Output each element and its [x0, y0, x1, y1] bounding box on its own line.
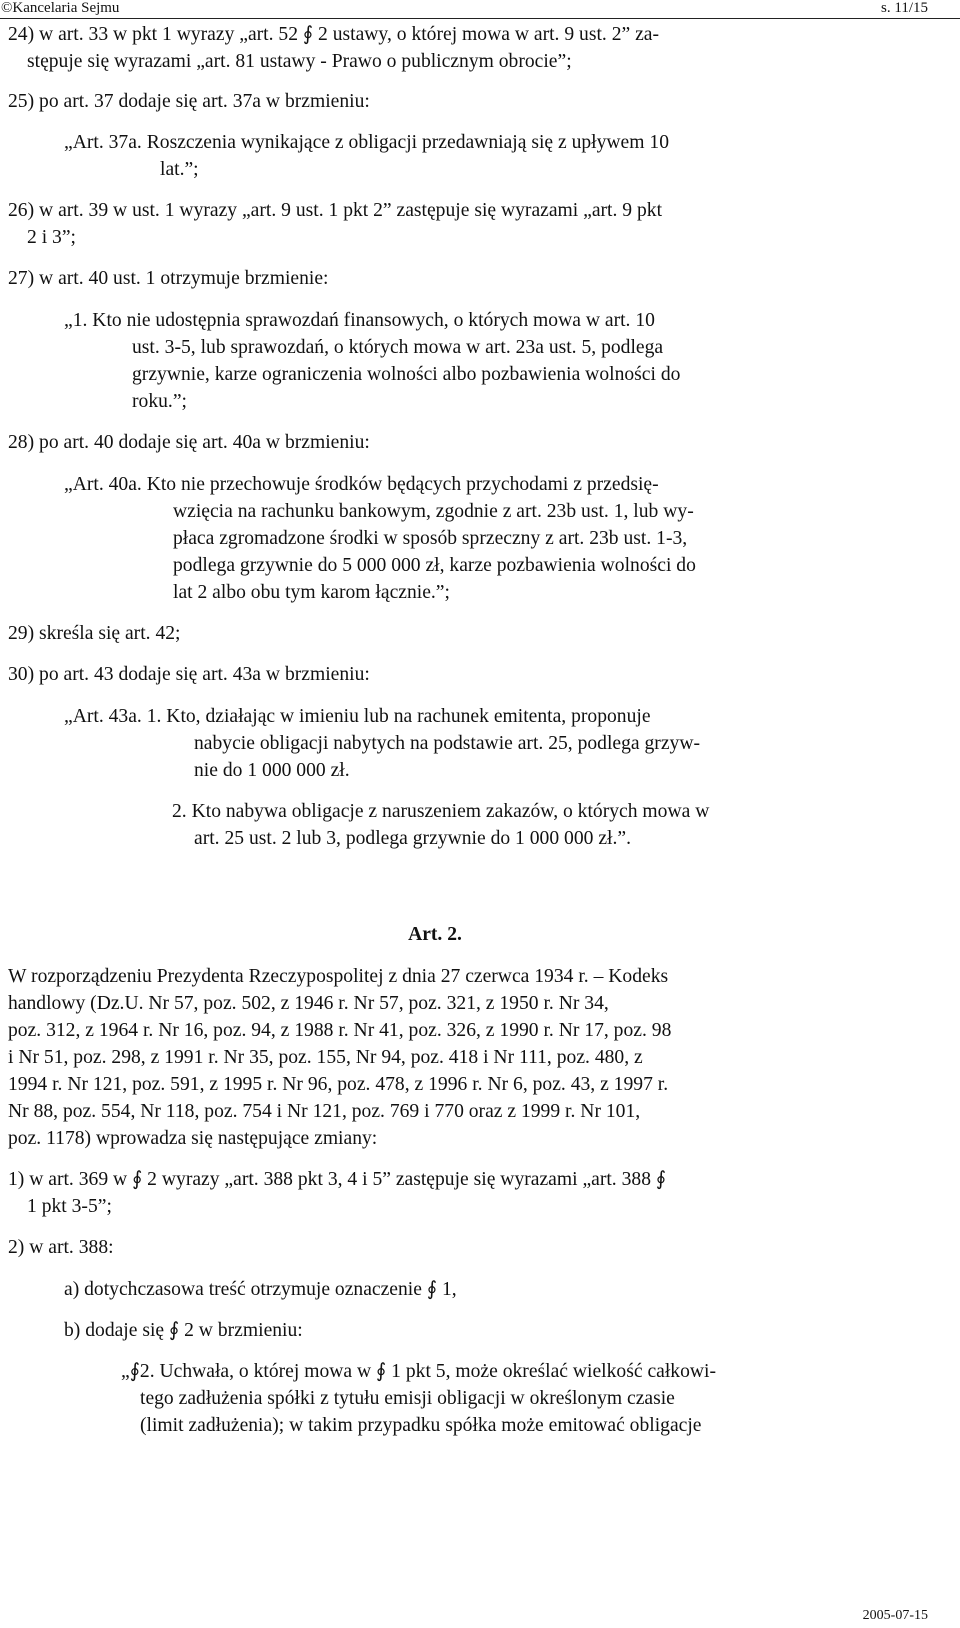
- quote-art-37a-line-2: lat.”;: [160, 159, 199, 180]
- article-2-heading: Art. 2.: [408, 924, 462, 945]
- change-1-line-1: 1) w art. 369 w ∮ 2 wyrazy „art. 388 pkt 3, 4 i 5” zastępuje się wyrazami „art. 388 ∮: [8, 1169, 667, 1190]
- article-2-text-line-3: poz. 312, z 1964 r. Nr 16, poz. 94, z 1988 r. Nr 41, poz. 326, z 1990 r. Nr 17, poz. 98: [8, 1020, 672, 1041]
- point-27: 27) w art. 40 ust. 1 otrzymuje brzmienie:: [8, 268, 329, 289]
- change-2-b: b) dodaje się ∮ 2 w brzmieniu:: [64, 1320, 303, 1341]
- point-25: 25) po art. 37 dodaje się art. 37a w brzmieniu:: [8, 91, 370, 112]
- footer-date: 2005-07-15: [862, 1608, 928, 1623]
- quote-art-43a-line-3: nie do 1 000 000 zł.: [194, 760, 350, 781]
- point-24-line-2: stępuje się wyrazami „art. 81 ustawy - Prawo o publicznym obrocie”;: [27, 51, 572, 72]
- article-2-text-line-5: 1994 r. Nr 121, poz. 591, z 1995 r. Nr 96, poz. 478, z 1996 r. Nr 6, poz. 43, z 1997 r.: [8, 1074, 669, 1095]
- quote-art-40a-line-4: podlega grzywnie do 5 000 000 zł, karze pozbawienia wolności do: [173, 555, 696, 576]
- quote-art-40-line-3: grzywnie, karze ograniczenia wolności albo pozbawienia wolności do: [132, 364, 681, 385]
- article-2-text-line-1: W rozporządzeniu Prezydenta Rzeczypospolitej z dnia 27 czerwca 1934 r. – Kodeks: [8, 966, 669, 987]
- quote-par-2-line-1: „∮2. Uchwała, o której mowa w ∮ 1 pkt 5, może określać wielkość całkowi-: [121, 1361, 716, 1382]
- quote-art-40-line-4: roku.”;: [132, 391, 187, 412]
- quote-art-43a-line-1: „Art. 43a. 1. Kto, działając w imieniu lub na rachunek emitenta, proponuje: [64, 706, 651, 727]
- point-26-line-1: 26) w art. 39 w ust. 1 wyrazy „art. 9 ust. 1 pkt 2” zastępuje się wyrazami „art. 9 pkt: [8, 200, 663, 221]
- quote-art-43a-line-2: nabycie obligacji nabytych na podstawie art. 25, podlega grzyw-: [194, 733, 701, 754]
- quote-art-43a-ust-2-line-2: art. 25 ust. 2 lub 3, podlega grzywnie do 1 000 000 zł.”.: [194, 828, 631, 849]
- point-30: 30) po art. 43 dodaje się art. 43a w brzmieniu:: [8, 664, 370, 685]
- quote-art-40a-line-1: „Art. 40a. Kto nie przechowuje środków będących przychodami z przedsię-: [64, 474, 659, 495]
- change-2: 2) w art. 388:: [8, 1237, 114, 1258]
- quote-art-40-line-2: ust. 3-5, lub sprawozdań, o których mowa w art. 23a ust. 5, podlega: [132, 337, 664, 358]
- article-2-text-line-2: handlowy (Dz.U. Nr 57, poz. 502, z 1946 r. Nr 57, poz. 321, z 1950 r. Nr 34,: [8, 993, 609, 1014]
- article-2-text-line-6: Nr 88, poz. 554, Nr 118, poz. 754 i Nr 121, poz. 769 i 770 oraz z 1999 r. Nr 101,: [8, 1101, 641, 1122]
- point-26-line-2: 2 i 3”;: [27, 227, 76, 248]
- header-source: ©Kancelaria Sejmu: [1, 0, 120, 16]
- article-2-text-line-7: poz. 1178) wprowadza się następujące zmiany:: [8, 1128, 378, 1149]
- quote-art-40a-line-5: lat 2 albo obu tym karom łącznie.”;: [173, 582, 450, 603]
- point-29: 29) skreśla się art. 42;: [8, 623, 181, 644]
- point-24-line-1: 24) w art. 33 w pkt 1 wyrazy „art. 52 ∮ 2 ustawy, o której mowa w art. 9 ust. 2” za-: [8, 24, 660, 45]
- quote-par-2-line-3: (limit zadłużenia); w takim przypadku spółka może emitować obligacje: [140, 1415, 702, 1436]
- change-1-line-2: 1 pkt 3-5”;: [27, 1196, 112, 1217]
- quote-art-40a-line-2: wzięcia na rachunku bankowym, zgodnie z art. 23b ust. 1, lub wy-: [173, 501, 694, 522]
- quote-par-2-line-2: tego zadłużenia spółki z tytułu emisji obligacji w określonym czasie: [140, 1388, 675, 1409]
- article-2-text-line-4: i Nr 51, poz. 298, z 1991 r. Nr 35, poz. 155, Nr 94, poz. 418 i Nr 111, poz. 480, z: [8, 1047, 643, 1068]
- quote-art-40a-line-3: płaca zgromadzone środki w sposób sprzeczny z art. 23b ust. 1-3,: [173, 528, 688, 549]
- quote-art-40-line-1: „1. Kto nie udostępnia sprawozdań finansowych, o których mowa w art. 10: [64, 310, 655, 331]
- point-28: 28) po art. 40 dodaje się art. 40a w brzmieniu:: [8, 432, 370, 453]
- change-2-a: a) dotychczasowa treść otrzymuje oznaczenie ∮ 1,: [64, 1279, 457, 1300]
- page-header: [0, 0, 960, 19]
- header-page-number: s. 11/15: [881, 0, 928, 16]
- quote-art-37a-line-1: „Art. 37a. Roszczenia wynikające z obligacji przedawniają się z upływem 10: [64, 132, 669, 153]
- quote-art-43a-ust-2-line-1: 2. Kto nabywa obligacje z naruszeniem zakazów, o których mowa w: [172, 801, 710, 822]
